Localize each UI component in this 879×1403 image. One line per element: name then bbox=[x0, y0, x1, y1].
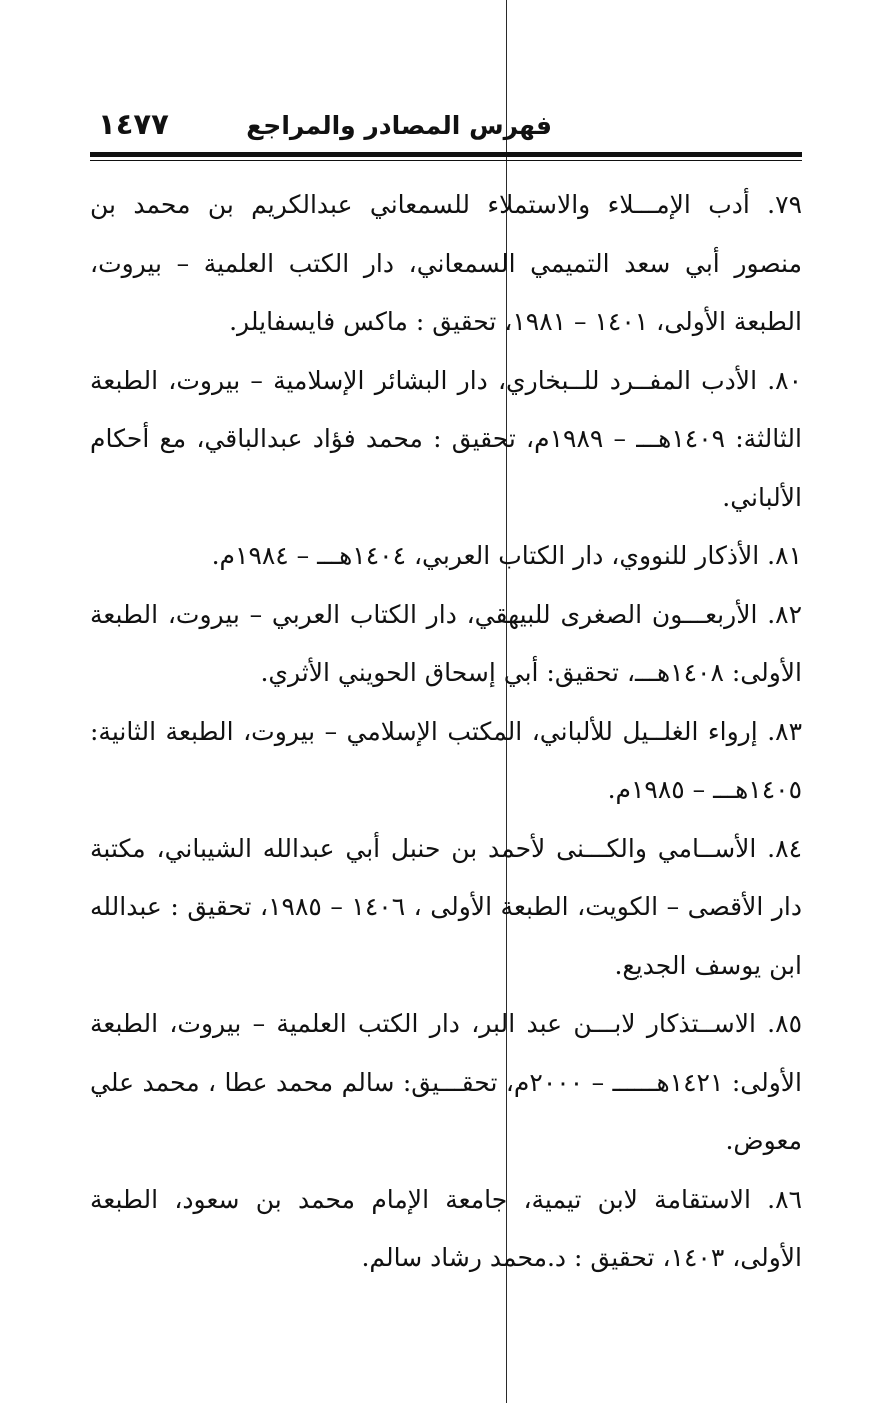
bibliography-entry-82: ٨٢. الأربعـــون الصغرى للبيهقي، دار الكتاب العربي – بيروت، الطبعة الأولى: ١٤٠٨هـــ، تحقيق: أبي إسحاق الحويني الأثري. bbox=[90, 599, 802, 687]
running-title: فهرس المصادر والمراجع bbox=[246, 111, 552, 140]
page-header bbox=[90, 105, 802, 149]
page-number: ١٤٧٧ bbox=[98, 107, 169, 141]
bibliography-entry-83: ٨٣. إرواء الغلــيل للألباني، المكتب الإسلامي – بيروت، الطبعة الثانية: ١٤٠٥هـــ – ١٩٨٥م. bbox=[90, 716, 802, 804]
bibliography-entry-79: ٧٩. أدب الإمـــلاء والاستملاء للسمعاني عبدالكريم بن محمد بن منصور أبي سعد التميمي السمعاني، دار الكتب العلمية – بيروت، الطبعة الأولى، ١٤٠١ – ١٩٨١، تحقيق : ماكس فايسفايلر. bbox=[90, 190, 802, 336]
bibliography-entry-81: ٨١. الأذكار للنووي، دار الكتاب العربي، ١٤٠٤هـــ – ١٩٨٤م. bbox=[211, 541, 802, 570]
header-rule-thick bbox=[90, 152, 802, 157]
bibliography-entry-85: ٨٥. الاســتذكار لابـــن عبد البر، دار الكتب العلمية – بيروت، الطبعة الأولى: ١٤٢١هــــــ – ٢٠٠٠م، تحقـــيق: سالم محمد عطا ، محمد علي معوض. bbox=[90, 1009, 802, 1155]
header-rule-thin bbox=[90, 160, 802, 161]
bibliography-list bbox=[90, 176, 802, 1288]
bibliography-entry-86: ٨٦. الاستقامة لابن تيمية، جامعة الإمام محمد بن سعود، الطبعة الأولى، ١٤٠٣، تحقيق : د.محمد رشاد سالم. bbox=[90, 1184, 802, 1272]
bibliography-entry-80: ٨٠. الأدب المفــرد للــبخاري، دار البشائر الإسلامية – بيروت، الطبعة الثالثة: ١٤٠٩هـــ – ١٩٨٩م، تحقيق : محمد فؤاد عبدالباقي، مع أحكام الألباني. bbox=[90, 365, 802, 512]
bibliography-entry-84: ٨٤. الأســامي والكـــنى لأحمد بن حنبل أبي عبدالله الشيباني، مكتبة دار الأقصى – الكويت، الطبعة الأولى ، ١٤٠٦ – ١٩٨٥، تحقيق : عبدالله ابن يوسف الجديع. bbox=[90, 833, 802, 980]
